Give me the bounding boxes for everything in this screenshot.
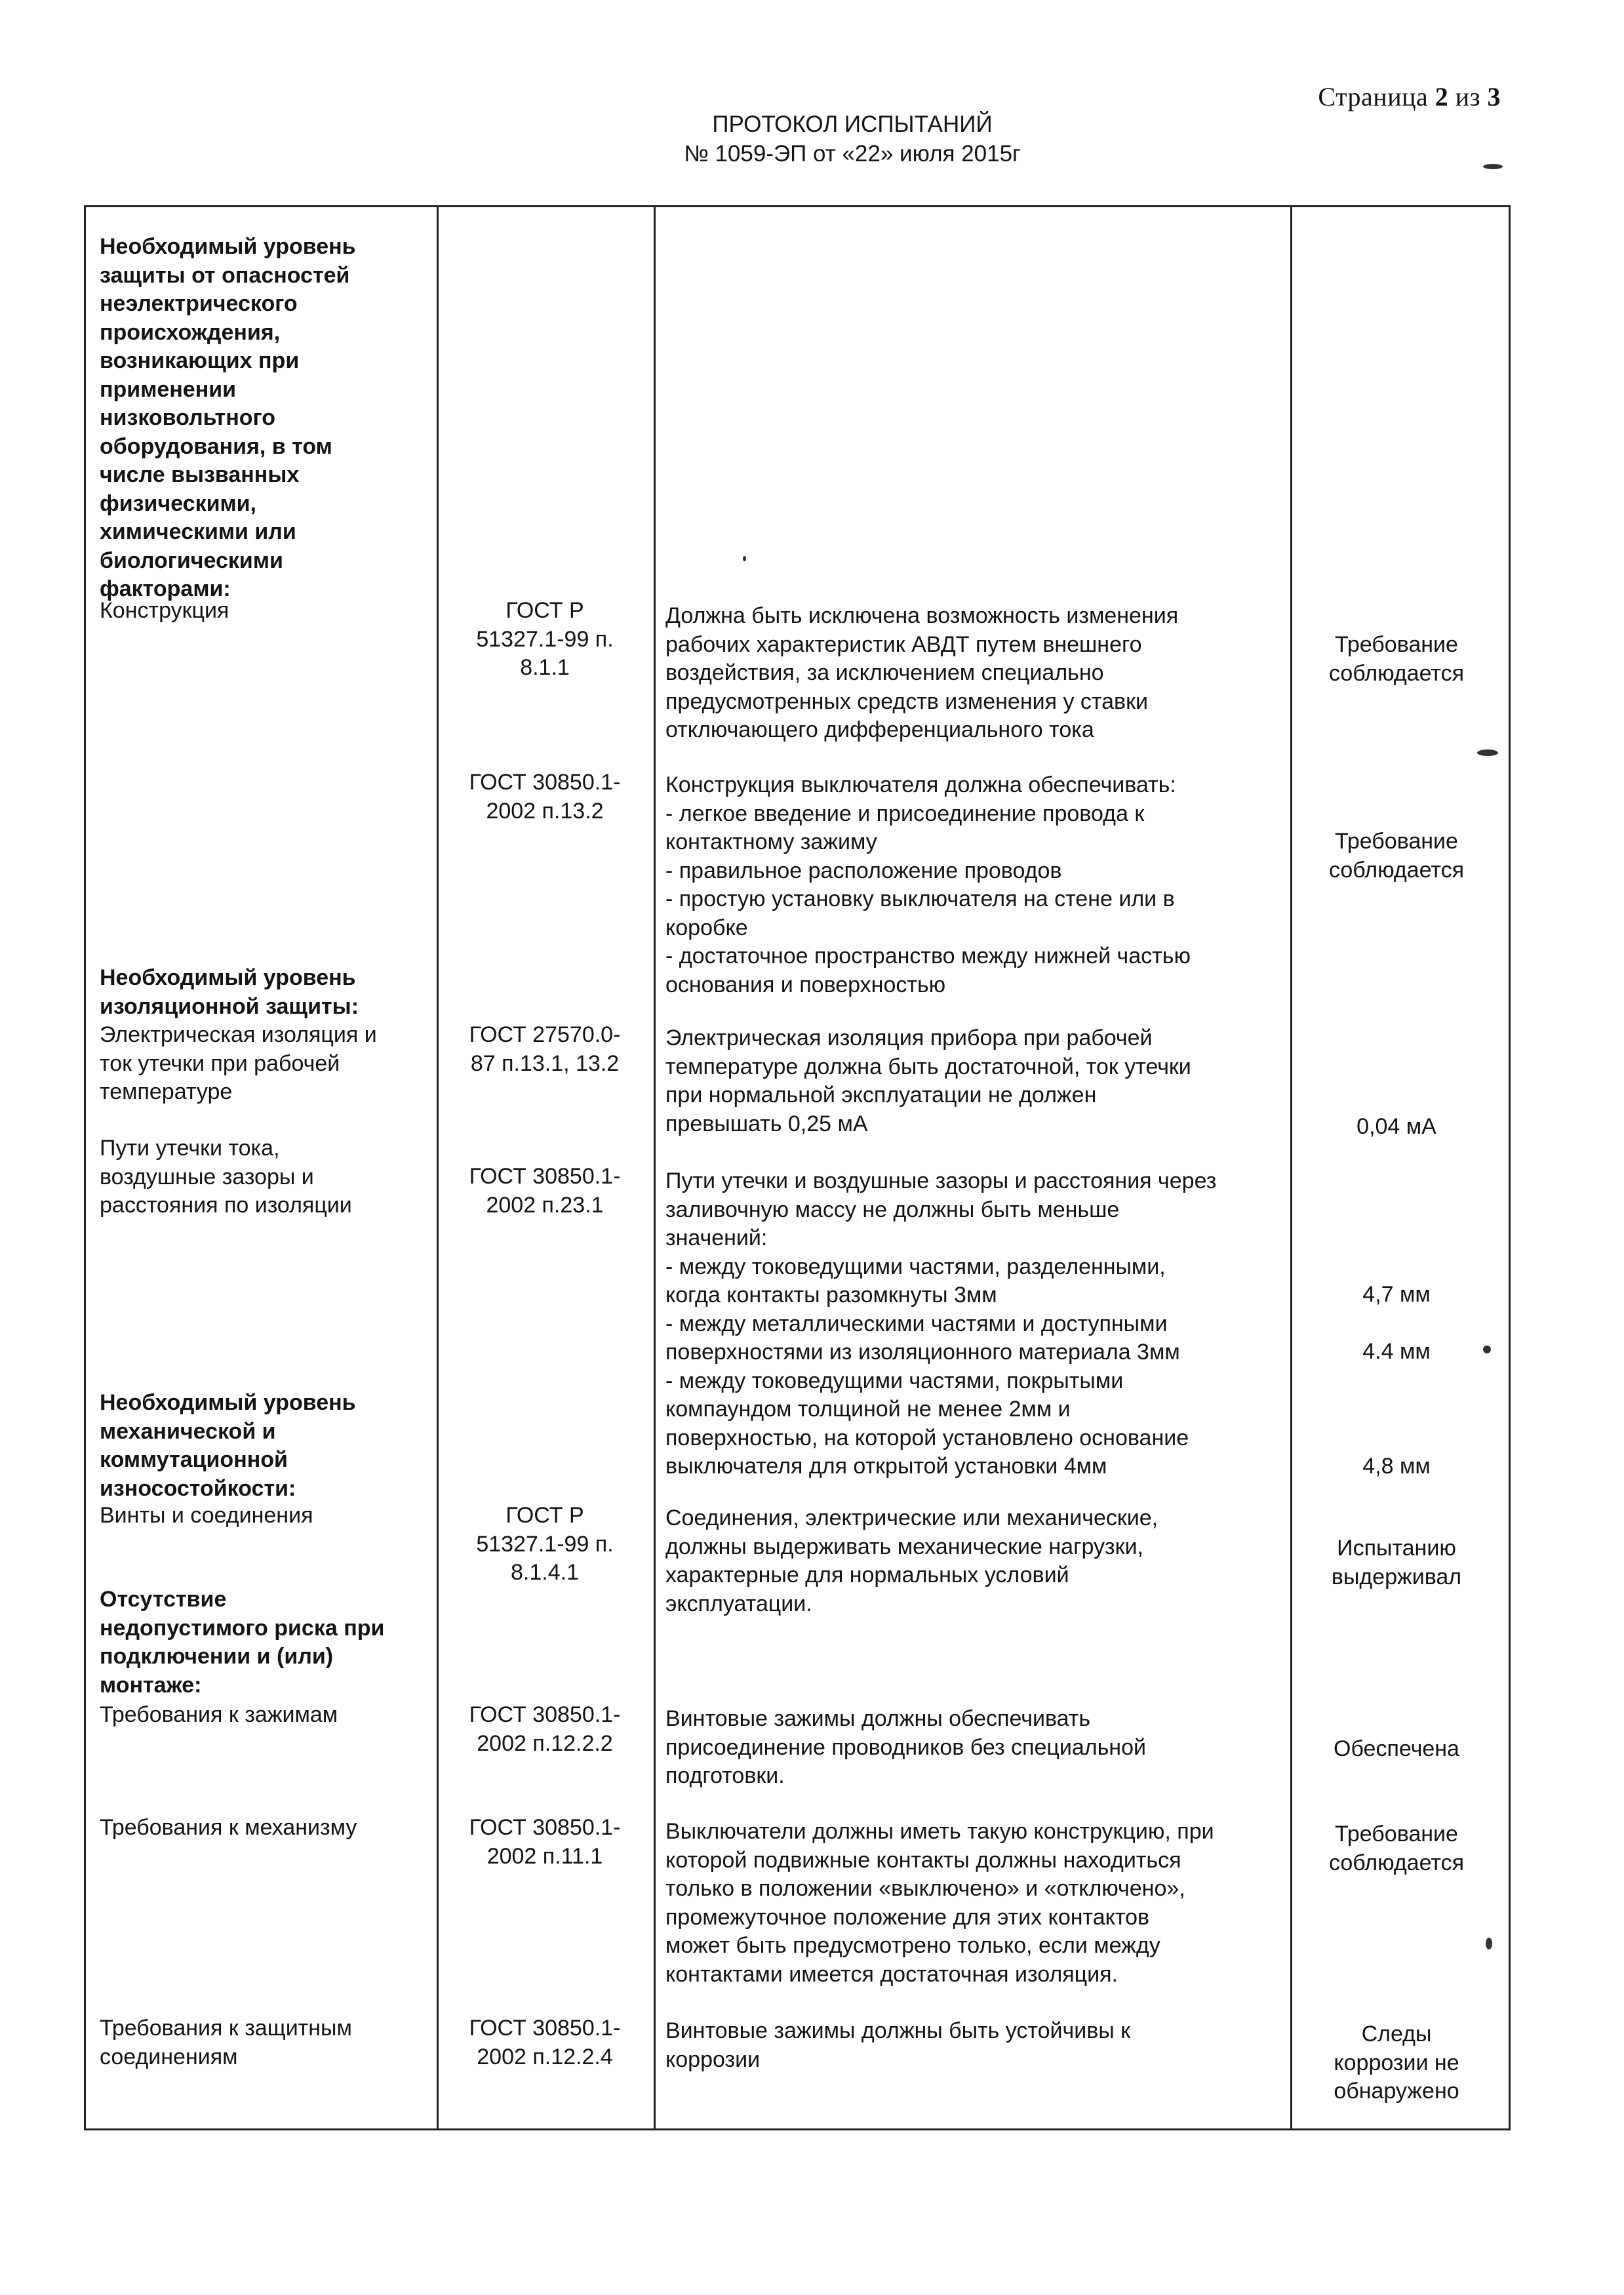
scan-speck bbox=[1483, 1346, 1491, 1353]
scan-speck bbox=[1483, 164, 1503, 169]
standard-reference: ГОСТ 30850.1- 2002 п.12.2.4 bbox=[469, 2016, 621, 2069]
result-value: Требование соблюдается bbox=[1329, 829, 1464, 883]
requirement-text: Пути утечки и воздушные зазоры и расстояния через заливочную массу не должны быть меньше значений: - между токоведущими частями, разделенными, когда контакты разомкнуты 3мм - между металлическими частями и доступными поверхностями из изоляционного материала 3мм - между токоведущими частями, покрытыми компаундом толщиной не менее 2мм и поверхностью, на которой установлено основание выключателя для открытой установки 4мм bbox=[665, 1168, 1217, 1479]
requirement-text: Электрическая изоляция прибора при рабочей температуре должна быть достаточной, ток утечки при нормальной эксплуатации не должен превышать 0,25 мА bbox=[665, 1026, 1191, 1136]
requirement-text: Выключатели должны иметь такую конструкцию, при которой подвижные контакты должны находиться только в положении «выключено» и «отключено», промежуточное положение для этих контактов может быть предусмотрено только, если между контактами имеется достаточная изоляция. bbox=[665, 1819, 1214, 1987]
result-value: 4,7 мм bbox=[1362, 1282, 1431, 1307]
standard-reference: ГОСТ 27570.0- 87 п.13.1, 13.2 bbox=[469, 1022, 621, 1076]
item-name: Требования к механизму bbox=[100, 1815, 357, 1840]
result-value: 4,8 мм bbox=[1362, 1454, 1431, 1479]
column-divider bbox=[1290, 205, 1292, 2130]
result-value: Требование соблюдается bbox=[1329, 1822, 1464, 1875]
result-value: Следы коррозии не обнаружено bbox=[1334, 2022, 1459, 2104]
item-name: Конструкция bbox=[100, 598, 229, 623]
page-total: 3 bbox=[1487, 82, 1501, 111]
standard-reference: ГОСТ Р 51327.1-99 п. 8.1.4.1 bbox=[476, 1503, 614, 1585]
standard-reference: ГОСТ 30850.1- 2002 п.12.2.2 bbox=[469, 1702, 621, 1756]
requirement-text: Винтовые зажимы должны обеспечивать присоединение проводников без специальной подготовки. bbox=[665, 1706, 1146, 1788]
result-value: 0,04 мА bbox=[1357, 1114, 1436, 1139]
requirement-text: Должна быть исключена возможность изменения рабочих характеристик АВДТ путем внешнего воздействия, за исключением специально предусмотренных средств изменения у ставки отключающего дифференциального тока bbox=[665, 603, 1179, 742]
standard-reference: ГОСТ Р 51327.1-99 п. 8.1.1 bbox=[476, 598, 614, 680]
column-divider bbox=[437, 205, 439, 2130]
standard-reference: ГОСТ 30850.1- 2002 п.13.2 bbox=[469, 770, 621, 824]
requirement-text: Конструкция выключателя должна обеспечивать: - легкое введение и присоединение провода к контактному зажиму - правильное расположение проводов - простую установку выключателя на стене или в коробке - достаточное пространство между нижней частью основания и поверхностью bbox=[665, 772, 1191, 997]
requirement-text: Соединения, электрические или механические, должны выдерживать механические нагрузки, характерные для нормальных условий эксплуатации. bbox=[665, 1506, 1159, 1616]
item-name: Винты и соединения bbox=[100, 1503, 313, 1528]
column-divider bbox=[654, 205, 656, 2130]
document-subtitle: № 1059-ЭП от «22» июля 2015г bbox=[684, 141, 1021, 167]
result-value: Испытанию выдерживал bbox=[1331, 1536, 1462, 1589]
standard-reference: ГОСТ 30850.1- 2002 п.11.1 bbox=[469, 1815, 621, 1869]
item-name: Требования к зажимам bbox=[100, 1702, 338, 1727]
section-heading: Отсутствие недопустимого риска при подключении и (или) монтаже: bbox=[100, 1587, 385, 1698]
page-label: Страница bbox=[1318, 82, 1429, 111]
scan-speck bbox=[1477, 749, 1498, 756]
item-name: Пути утечки тока, воздушные зазоры и расстояния по изоляции bbox=[100, 1136, 352, 1218]
section-heading: Необходимый уровень механической и коммутационной износостойкости: bbox=[100, 1390, 356, 1501]
item-name: Электрическая изоляция и ток утечки при рабочей температуре bbox=[100, 1022, 377, 1104]
requirement-text: Винтовые зажимы должны быть устойчивы к коррозии bbox=[665, 2018, 1131, 2072]
section-heading: Необходимый уровень изоляционной защиты: bbox=[100, 965, 359, 1019]
page-of: из bbox=[1455, 82, 1480, 111]
standard-reference: ГОСТ 30850.1- 2002 п.23.1 bbox=[469, 1164, 621, 1218]
scan-speck bbox=[1486, 1938, 1492, 1949]
item-name: Требования к защитным соединениям bbox=[100, 2016, 352, 2069]
scan-speck bbox=[743, 556, 746, 561]
section-heading: Необходимый уровень защиты от опасностей неэлектрического происхождения, возникающих при применении низковольтного оборудования, в том числе вызванных физическими, химическими или биологическими факторами: bbox=[100, 234, 356, 601]
page-current: 2 bbox=[1435, 82, 1449, 111]
page-number bbox=[1318, 81, 1501, 112]
result-value: 4.4 мм bbox=[1362, 1339, 1431, 1364]
result-value: Требование соблюдается bbox=[1329, 632, 1464, 686]
result-value: Обеспечена bbox=[1334, 1736, 1459, 1761]
document-title: ПРОТОКОЛ ИСПЫТАНИЙ bbox=[712, 111, 993, 137]
